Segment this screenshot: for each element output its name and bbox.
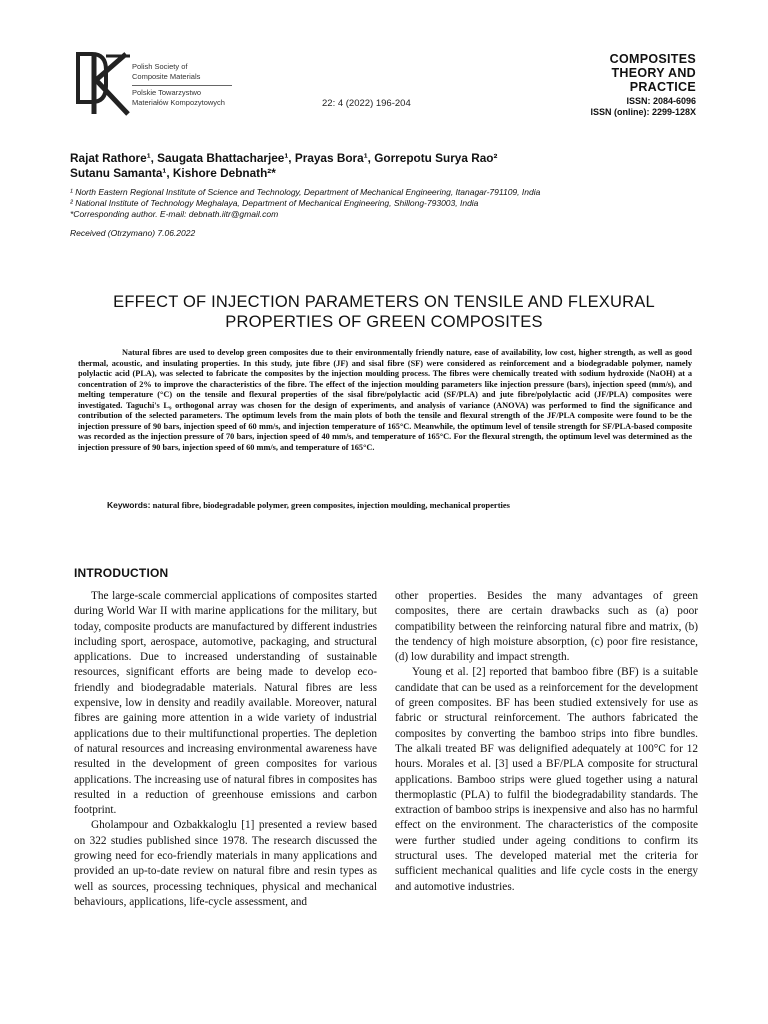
paper-title <box>70 292 698 332</box>
keywords <box>107 500 707 510</box>
paragraph: other properties. Besides the many advantages of green composites, there are certain drawbacks such as (a) poor compatibility between the reinforcing natural fibre and matrix, (b) the tendency of high moisture absorption, (c) poor fire resistance, (d) low durability and impact strength. <box>395 590 698 664</box>
authors-line-2: Sutanu Samanta¹, Kishore Debnath²* <box>70 166 276 180</box>
logo-line-1: Polish Society of <box>132 62 188 71</box>
affiliation-2: ² National Institute of Technology Meghalaya, Department of Mechanical Engineering, Shillong-793003, India <box>70 198 479 208</box>
issn-block <box>496 96 696 118</box>
author-list <box>70 151 630 181</box>
body-column-left <box>74 589 377 910</box>
journal-title <box>536 52 696 94</box>
corresponding-author: *Corresponding author. E-mail: debnath.iitr@gmail.com <box>70 209 279 219</box>
paragraph: Gholampour and Ozbakkaloglu [1] presented a review based on 322 studies published since 1978. The research discussed the growing need for eco-friendly materials in many applications and provided an up-to-date review on natural fibre and resin types as well as sources, processing techniques, physical and mechanical behaviours, applications, life-cycle assessment, and <box>74 819 377 908</box>
authors-line-1: Rajat Rathore¹, Saugata Bhattacharjee¹, Prayas Bora¹, Gorrepotu Surya Rao² <box>70 151 498 165</box>
issn-online: ISSN (online): 2299-128X <box>590 107 696 117</box>
body-column-right <box>395 589 698 895</box>
abstract: Natural fibres are used to develop green composites due to their environmentally friendly nature, ease of availability, low cost, higher strength, as well as good thermal, acoustic, and insulating properties. In this study, jute fibre (JF) and sisal fibre (SF) were considered as reinforcement and a biodegradable polymer, namely polylactic acid (PLA), was selected to fabricate the composites by the injection moulding process. The fibres were chemically treated with sodium hydroxide (NaOH) at a concentration of 2% to improve the characteristics of the fibre. The effect of the injection moulding parameters like injection pressure (bars), injection speed (mm/s), and melting temperature (°C) on the tensile and flexural properties of the sisal fibre/polylactic acid (SF/PLA) and jute fibre/polylactic acid (JF/PLA) composites were investigated. Taguchi's L₉ orthogonal array was chosen for the design of experiments, and analysis of variance (ANOVA) was performed to find the significance and contribution of the selected parameters. The optimum levels from the main plots of both the tensile and flexural strength of the JF/PLA composite were found to be the injection pressure of 90 bars, injection speed of 60 mm/s, and injection temperature of 165°C. Meanwhile, the optimum level of tensile strength for SF/PLA-based composite was recorded as the injection pressure of 70 bars, injection speed of 40 mm/s, and temperature of 165°C. For the flexural strength, the optimum level was determined as the injection pressure of 90 bars, injection speed of 60 mm/s, and temperature of 165°C. <box>78 348 692 452</box>
logo-divider <box>132 85 232 86</box>
paper-title-line-2: PROPERTIES OF GREEN COMPOSITES <box>225 313 543 331</box>
paragraph: The large-scale commercial applications of composites started during World War II with marine applications for the military, but today, composite products are manufactured by different industries including sport, aerospace, automotive, packaging, and structural applications. Due to increased understanding of sustainable resources, significant efforts are being made to develop eco-friendly and biodegradable materials. Natural fibres are less expensive, low in density and readily available. Moreover, natural fibres are gaining more attention in a wide variety of industrial applications due to their multifunctional properties. The depletion of natural resources and increasing environmental awareness have resulted in the development of green composites for various applications. The increasing use of natural fibres in composites has resulted in a reduction of greenhouse emissions and carbon footprint. <box>74 590 377 817</box>
issn-print: ISSN: 2084-6096 <box>626 96 696 106</box>
journal-title-line-1: COMPOSITES <box>609 52 696 66</box>
journal-title-line-3: PRACTICE <box>629 80 696 94</box>
keywords-list: natural fibre, biodegradable polymer, green composites, injection moulding, mechanical properties <box>152 500 510 510</box>
logo-line-4: Materiałów Kompozytowych <box>132 98 225 107</box>
affiliation-1: ¹ North Eastern Regional Institute of Science and Technology, Department of Mechanical Engineering, Itanagar-791109, India <box>70 187 541 197</box>
society-logo-icon <box>76 50 132 118</box>
affiliations <box>70 187 670 220</box>
journal-title-line-2: THEORY AND <box>611 66 696 80</box>
logo-line-2: Composite Materials <box>132 72 201 81</box>
section-heading-introduction: INTRODUCTION <box>74 566 169 580</box>
logo-line-3: Polskie Towarzystwo <box>132 88 202 97</box>
issue-info: 22: 4 (2022) 196-204 <box>322 98 411 109</box>
paper-title-line-1: EFFECT OF INJECTION PARAMETERS ON TENSILE AND FLEXURAL <box>113 293 655 311</box>
paragraph: Young et al. [2] reported that bamboo fibre (BF) is a suitable candidate that can be used as a reinforcement for the development of green composites. BF has been studied extensively for use as fabric or structural reinforcement. The authors fabricated the composites by converting the bamboo strips into fibre bundles. The alkali treated BF was delignified adequately at 100°C for 12 hours. Morales et al. [3] used a BF/PLA composite for structural applications. Bamboo strips were glued together using a natural thermoplastic (PLA) to fulfil the biodegradability standards. The extraction of bamboo strips is inexpensive and also has no harmful effect on the environment. The characteristics of the composite were further studied under ageing conditions to confirm its structural uses. The developed material met the criteria for sufficient mechanical qualities and life cycle costs in the energy and automotive industries. <box>395 666 698 893</box>
received-date: Received (Otrzymano) 7.06.2022 <box>70 228 196 238</box>
keywords-label: Keywords: <box>107 500 151 510</box>
journal-logo <box>76 50 236 118</box>
